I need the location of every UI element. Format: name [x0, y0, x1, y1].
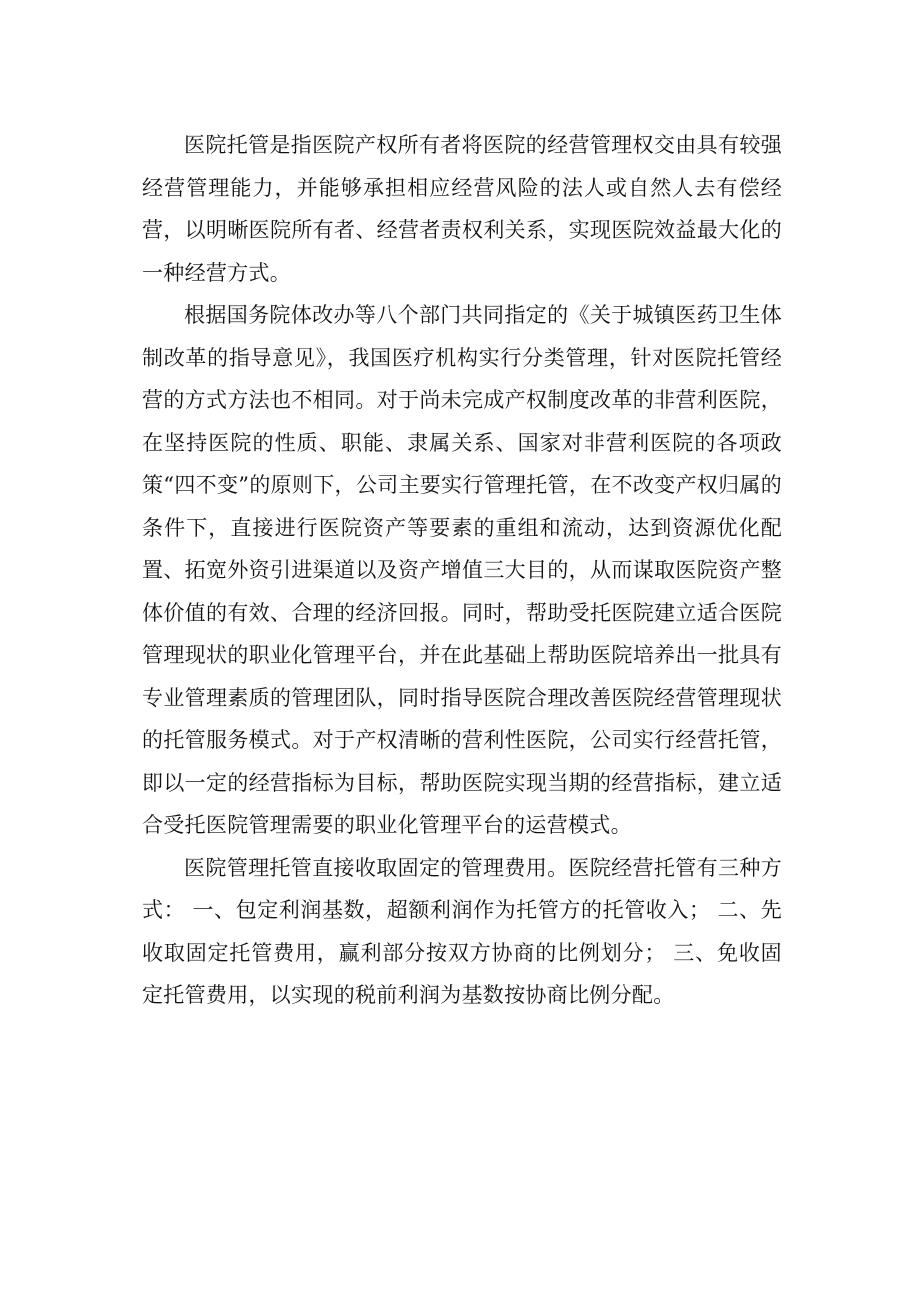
paragraph-text: 医院管理托管直接收取固定的管理费用。医院经营托管有三种方式： 一、包定利润基数，超额利润作为托管方的托管收入； 二、先收取固定托管费用，赢利部分按双方协商的比例划分； 三、免收固定托管费用，以实现的税前利润为基数按协商比例分配。	[142, 855, 782, 1007]
paragraph-hospital-trusteeship-definition	[142, 124, 782, 294]
paragraph-fee-methods	[142, 847, 782, 1017]
document-body	[142, 124, 782, 1017]
paragraph-text: 根据国务院体改办等八个部门共同指定的《关于城镇医药卫生体制改革的指导意见》，我国医疗机构实行分类管理，针对医院托管经营的方式方法也不相同。对于尚未完成产权制度改革的非营利医院，在坚持医院的性质、职能、隶属关系、国家对非营利医院的各项政策“四不变”的原则下，公司主要实行管理托管，在不改变产权归属的条件下，直接进行医院资产等要素的重组和流动，达到资源优化配置、拓宽外资引进渠道以及资产增值三大目的，从而谋取医院资产整体价值的有效、合理的经济回报。同时，帮助受托医院建立适合医院管理现状的职业化管理平台，并在此基础上帮助医院培养出一批具有专业管理素质的管理团队，同时指导医院合理改善医院经营管理现状的托管服务模式。对于产权清晰的营利性医院，公司实行经营托管，即以一定的经营指标为目标，帮助医院实现当期的经营指标，建立适合受托医院管理需要的职业化管理平台的运营模式。	[142, 303, 782, 837]
paragraph-text: 医院托管是指医院产权所有者将医院的经营管理权交由具有较强经营管理能力，并能够承担相应经营风险的法人或自然人去有偿经营，以明晰医院所有者、经营者责权利关系，实现医院效益最大化的一种经营方式。	[142, 133, 782, 285]
paragraph-classified-management	[142, 294, 782, 847]
